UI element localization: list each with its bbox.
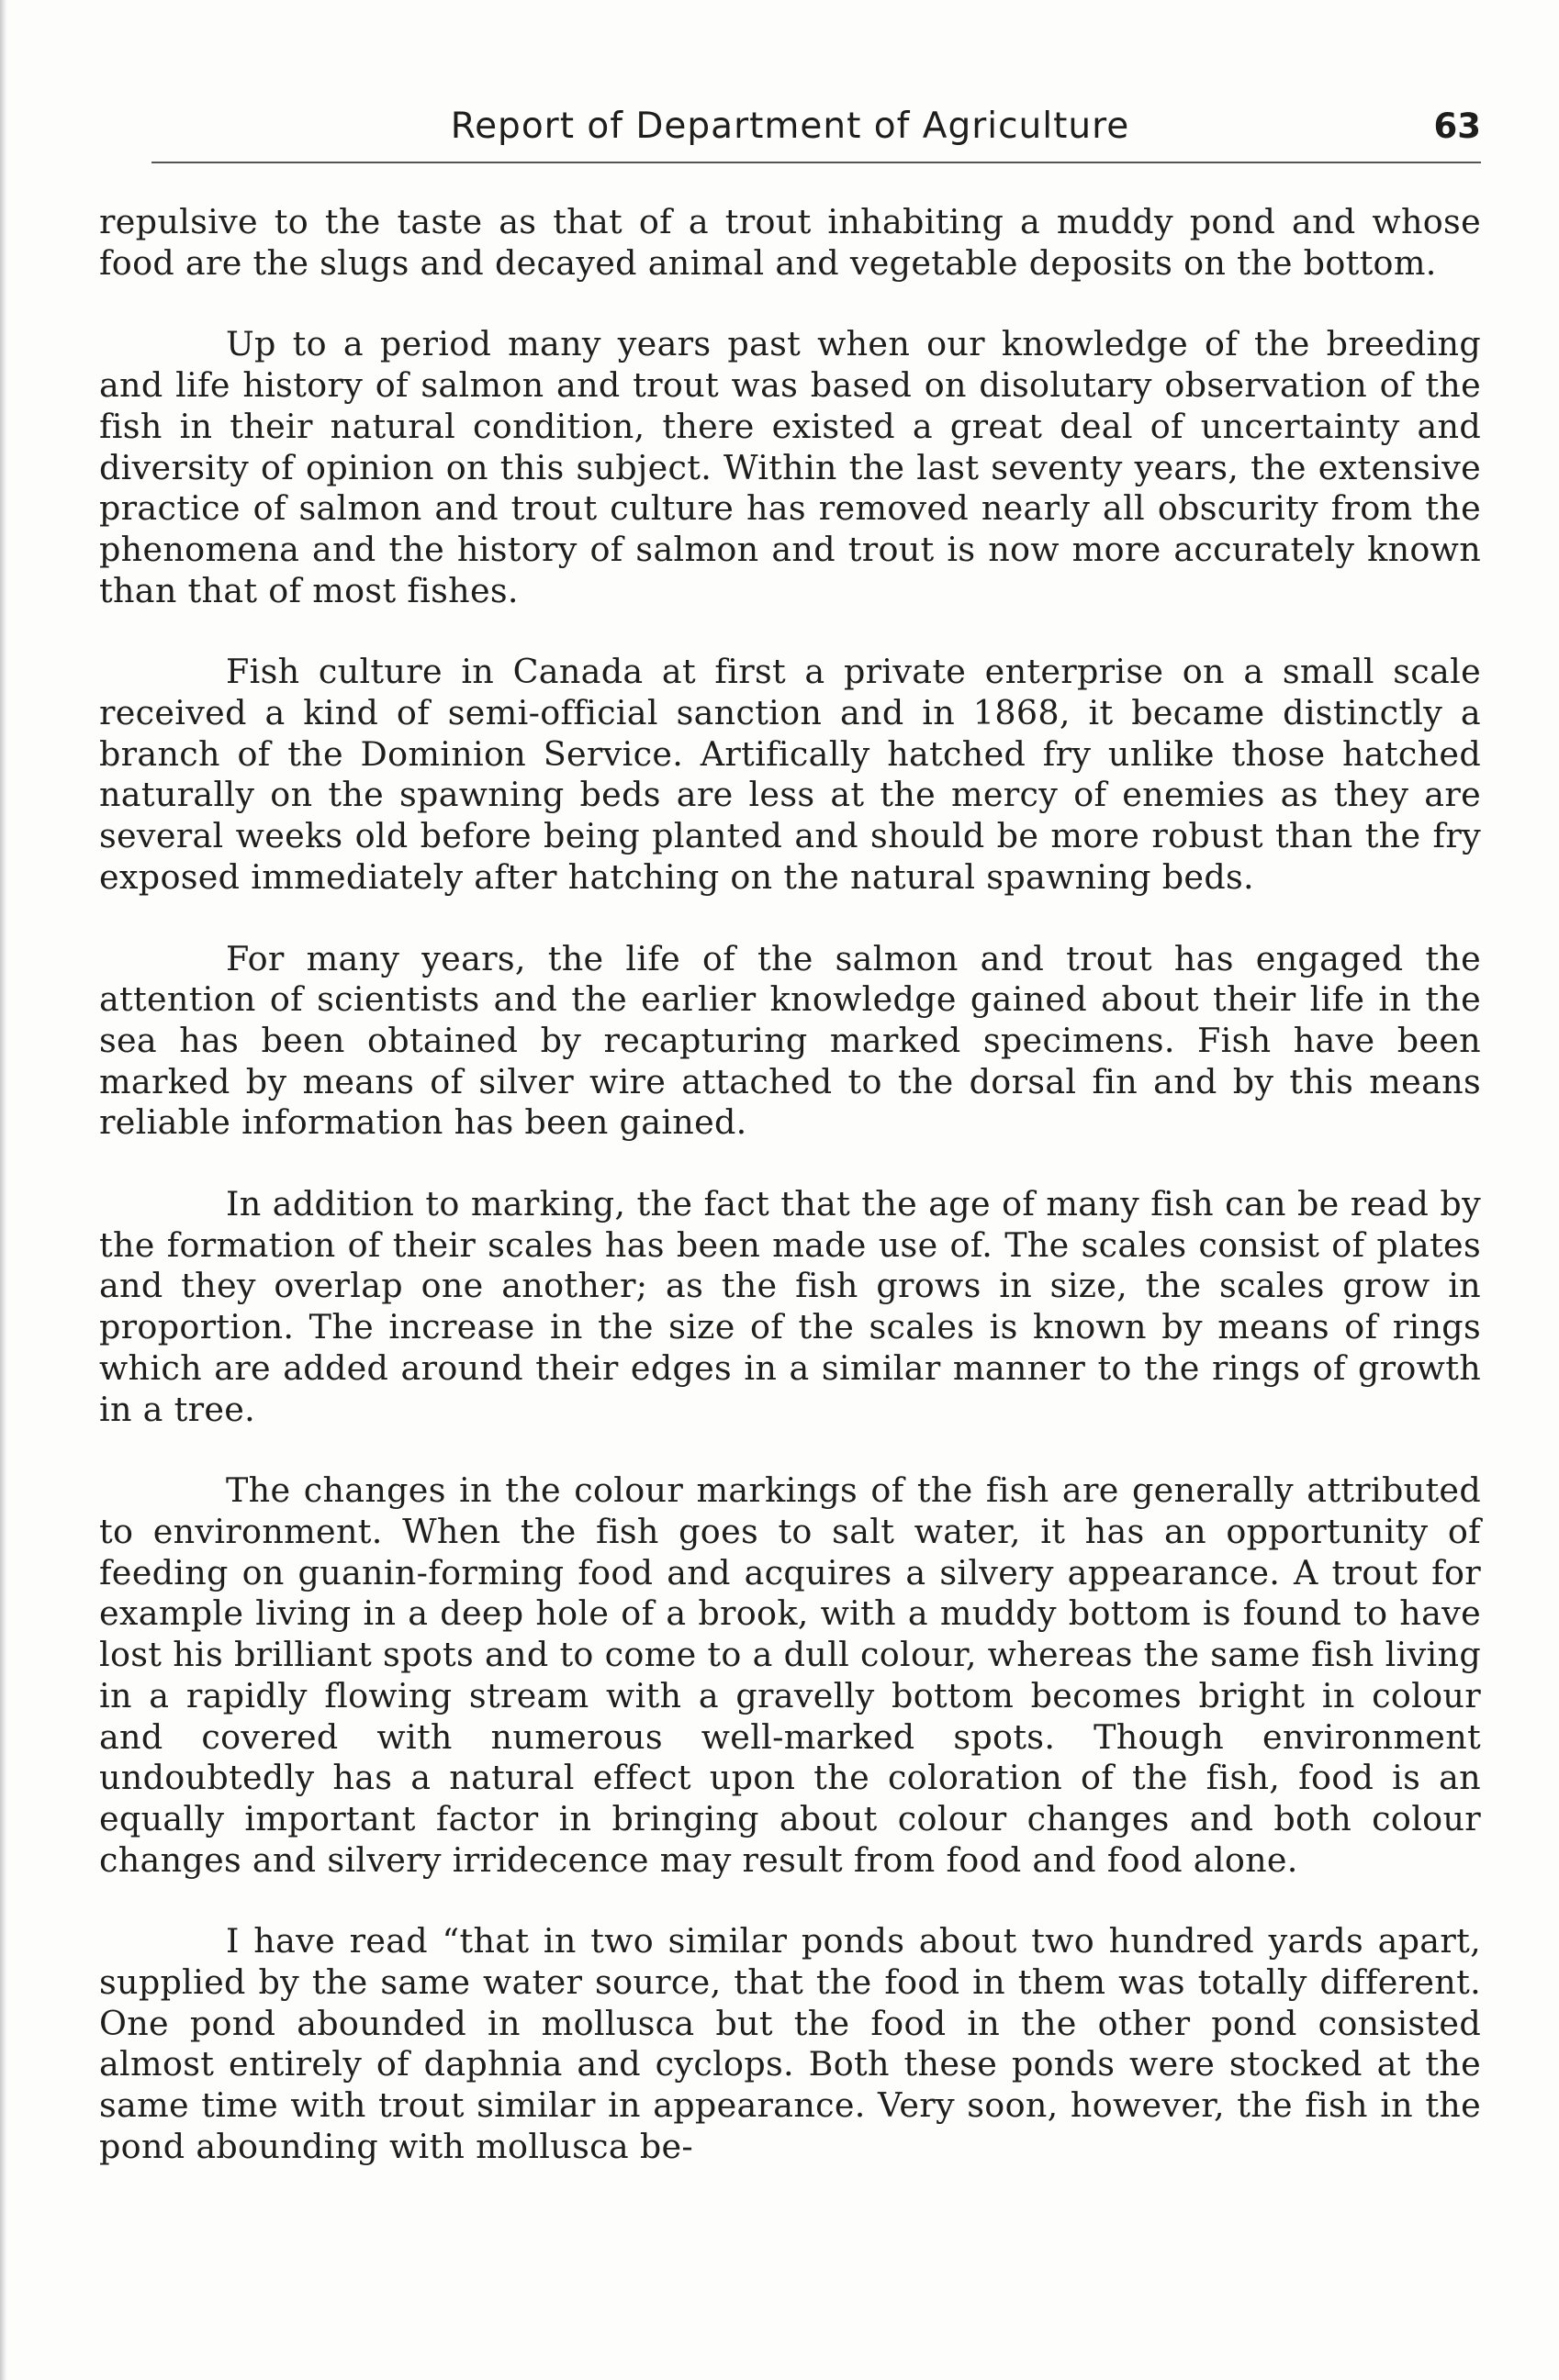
header-rule [151,162,1481,163]
running-header [99,103,1481,151]
running-title: Report of Department of Agriculture [450,106,1130,147]
paragraph: I have read “that in two similar ponds about two hundred yards apart, supplied by the same water source, that the food in them was totally different. One pond abounded in mollusca but the food in the other pond consisted almost entirely of daphnia and cyclops. Both these ponds were stocked at the same time with trout similar in appearance. Very soon, however, the fish in the pond abounding with mollusca be- [99,1921,1481,2166]
paragraph: Up to a period many years past when our knowledge of the breeding and life history of salmon and trout was based on disolutary observation of the fish in their natural condition, there existed a great deal of uncertainty and diversity of opinion on this subject. Within the last seventy years, the extensive practice of salmon and trout culture has removed nearly all obscurity from the phenomena and the history of salmon and trout is now more accurately known than that of most fishes. [99,324,1481,610]
page-edge-shadow [0,0,7,2380]
paragraph-continued: repulsive to the taste as that of a trout inhabiting a muddy pond and whose food are the slugs and decayed animal and vegetable deposits on the bottom. [99,202,1481,283]
page-number: 63 [1433,106,1481,146]
paragraph: The changes in the colour markings of the fish are generally attributed to environment. When the fish goes to salt water, it has an opportunity of feeding on guanin-forming food and acquires a silvery appearance. A trout for example living in a deep hole of a brook, with a muddy bottom is found to have lost his brilliant spots and to come to a dull colour, whereas the same fish living in a rapidly flowing stream with a gravelly bottom becomes bright in colour and covered with numerous well-marked spots. Though environment undoubtedly has a natural effect upon the coloration of the fish, food is an equally important factor in bringing about colour changes and both colour changes and silvery irridecence may result from food and food alone. [99,1470,1481,1880]
paragraph: Fish culture in Canada at first a private enterprise on a small scale received a kind of semi-official sanction and in 1868, it became distinctly a branch of the Dominion Service. Artifically hatched fry unlike those hatched naturally on the spawning beds are less at the mercy of enemies as they are several weeks old before being planted and should be more robust than the fry exposed immediately after hatching on the natural spawning beds. [99,652,1481,897]
paragraph: In addition to marking, the fact that the age of many fish can be read by the formation of their scales has been made use of. The scales consist of plates and they overlap one another; as the fish grows in size, the scales grow in proportion. The increase in the size of the scales is known by means of rings which are added around their edges in a similar manner to the rings of growth in a tree. [99,1184,1481,1429]
body-text [99,202,1481,2168]
paragraph: For many years, the life of the salmon and trout has engaged the attention of scientists and the earlier knowledge gained about their life in the sea has been obtained by recapturing marked specimens. Fish have been marked by means of silver wire attached to the dorsal fin and by this means reliable information has been gained. [99,938,1481,1143]
